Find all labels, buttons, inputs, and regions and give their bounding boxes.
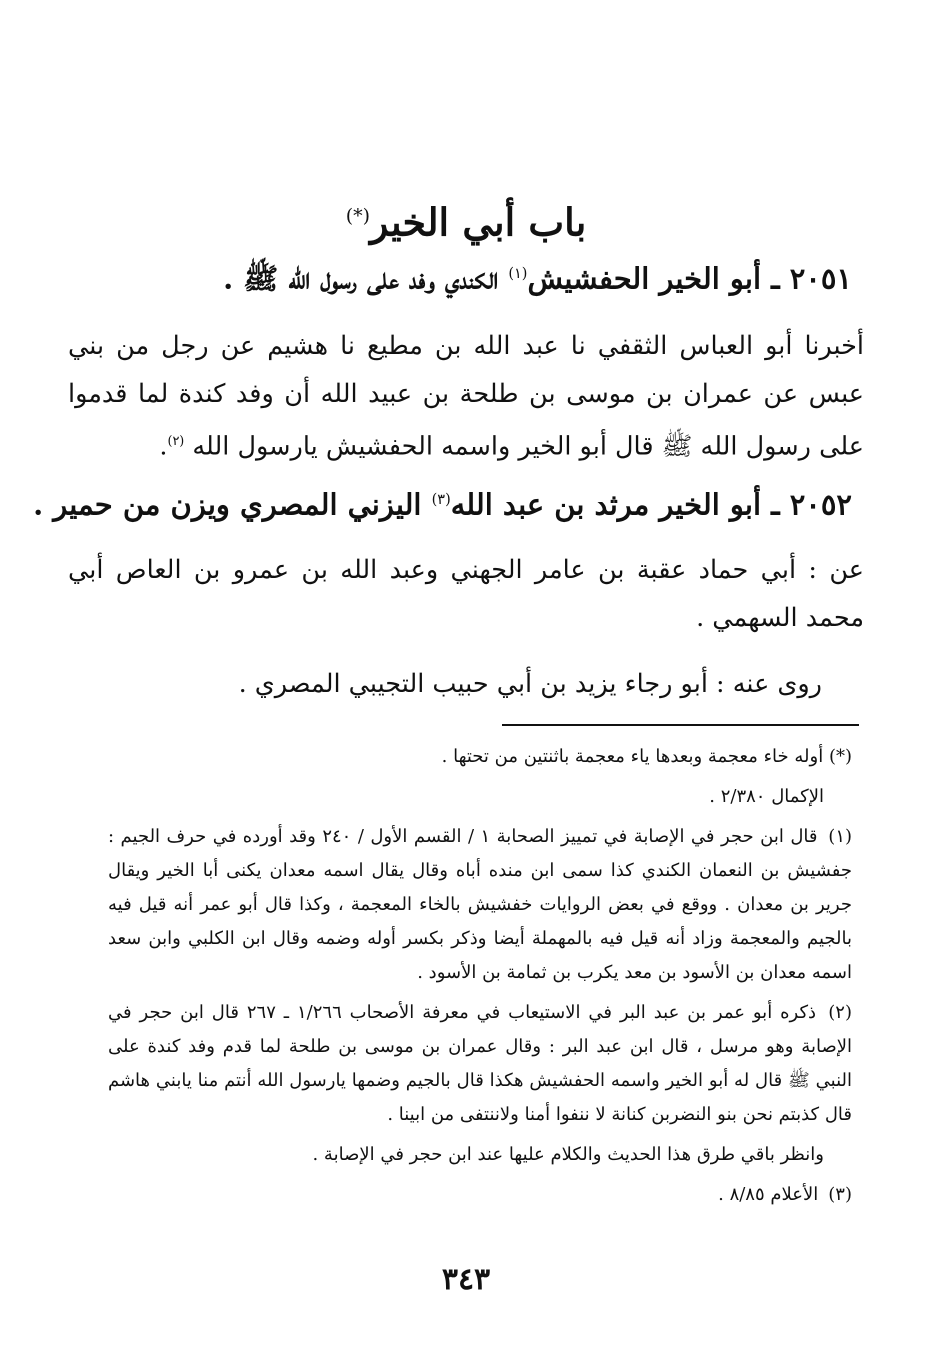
- footnote-text: الأعلام ٨/٨٥ .: [718, 1184, 819, 1205]
- footnote-text: أوله خاء معجمة وبعدها ياء معجمة باثنتين من تحتها .: [441, 746, 824, 767]
- footnote-text: وانظر باقي طرق هذا الحديث والكلام عليها عند ابن حجر في الإصابة .: [312, 1144, 824, 1165]
- chapter-title-text: باب أبي الخير: [370, 199, 587, 245]
- footnote-1: [108, 820, 852, 990]
- footnote-mark: (*): [828, 746, 852, 767]
- paragraph-end: .: [159, 431, 168, 462]
- paragraph-narrated-from: [68, 546, 864, 642]
- entry-heading-rest: الكندي وفد على رسول الله ﷺ .: [223, 261, 499, 296]
- footnote-2-extra: [108, 1138, 852, 1172]
- paragraph-narrated-by: [68, 660, 822, 708]
- entry-heading-title: ٢٠٥٢ ـ أبو الخير مرثد بن عبد الله: [450, 487, 852, 522]
- entry-heading-2051: [110, 252, 852, 301]
- paragraph-text: روى عنه : أبو رجاء يزيد بن أبي حبيب التجيبي المصري .: [238, 669, 822, 699]
- entry-heading-2052: [33, 478, 852, 527]
- entry-heading-title: ٢٠٥١ ـ أبو الخير الحفشيش: [527, 261, 852, 296]
- paragraph-isnad: [68, 322, 864, 471]
- paragraph-text: أخبرنا أبو العباس الثقفي نا عبد الله بن مطيع نا هشيم عن رجل من بني عبس عن عمران بن موسى بن طلحة بن عبيد الله أن وفد كندة لما قدموا على رسول الله ﷺ قال أبو الخير واسمه الحفشيش يارسول الله: [68, 331, 864, 462]
- footnote-divider: [502, 724, 859, 726]
- paragraph-text: عن : أبي حماد عقبة بن عامر الجهني وعبد الله بن عمرو بن العاص أبي محمد السهمي .: [68, 555, 864, 633]
- footnote-star: [108, 740, 852, 774]
- entry-heading-note-mark: (١): [508, 266, 528, 282]
- entry-heading-rest: اليزني المصري ويزن من حمير .: [33, 487, 422, 522]
- footnote-text: الإكمال ٢/٣٨٠ .: [709, 786, 824, 807]
- footnote-text: ذكره أبو عمر بن عبد البر في الاستيعاب في معرفة الأصحاب ١/٢٦٦ ـ ٢٦٧ قال ابن حجر في الإصابة وهو مرسل ، قال ابن عبد البر : وقال عمران بن موسى بن طلحة لما قدم وفد كندة على النبي ﷺ قال له أبو الخير واسمه الحفشيش هكذا قال بالجيم وضمها يارسول الله أنتم منا يابني هاشم قال كذبتم نحن بنو النضربن كنانة لا ننفوا أمنا ولاننتفى من ابينا .: [108, 1002, 852, 1125]
- footnote-2: [108, 996, 852, 1132]
- entry-heading-note-mark: (٣): [431, 492, 451, 508]
- footnote-text: قال ابن حجر في الإصابة في تمييز الصحابة ١ / القسم الأول / ٢٤٠ وقد أورده في حرف الجيم : جفشيش بن النعمان الكندي كذا سمى ابن منده أباه وقال يقال اسمه معدان يكنى أبا الخير ويقال جرير بن معدان . ووقع في بعض الروايات خفشيش بالخاء المعجمة ، وكذا قال أبو عمر أنه قيل فيه بالجيم والمعجمة وزاد أنه قيل فيه بالمهملة أيضا وذكر بكسر أوله وضمه وقال ابن الكلبي وابن سعد اسمه معدان بن الأسود بن معد يكرب بن ثمامة بن الأسود .: [108, 826, 852, 983]
- footnote-mark: (١): [828, 826, 853, 847]
- footnotes: [108, 740, 852, 1218]
- footnote-star-source: [108, 780, 852, 814]
- footnote-3: [108, 1178, 852, 1212]
- page-number: ٣٤٣: [441, 1262, 491, 1297]
- chapter-title-note-mark: (*): [345, 205, 371, 227]
- footnote-mark: (٣): [828, 1184, 852, 1205]
- chapter-title: [0, 188, 932, 251]
- footnote-mark: (٢): [828, 1002, 852, 1023]
- paragraph-note-mark: (٢): [167, 434, 185, 449]
